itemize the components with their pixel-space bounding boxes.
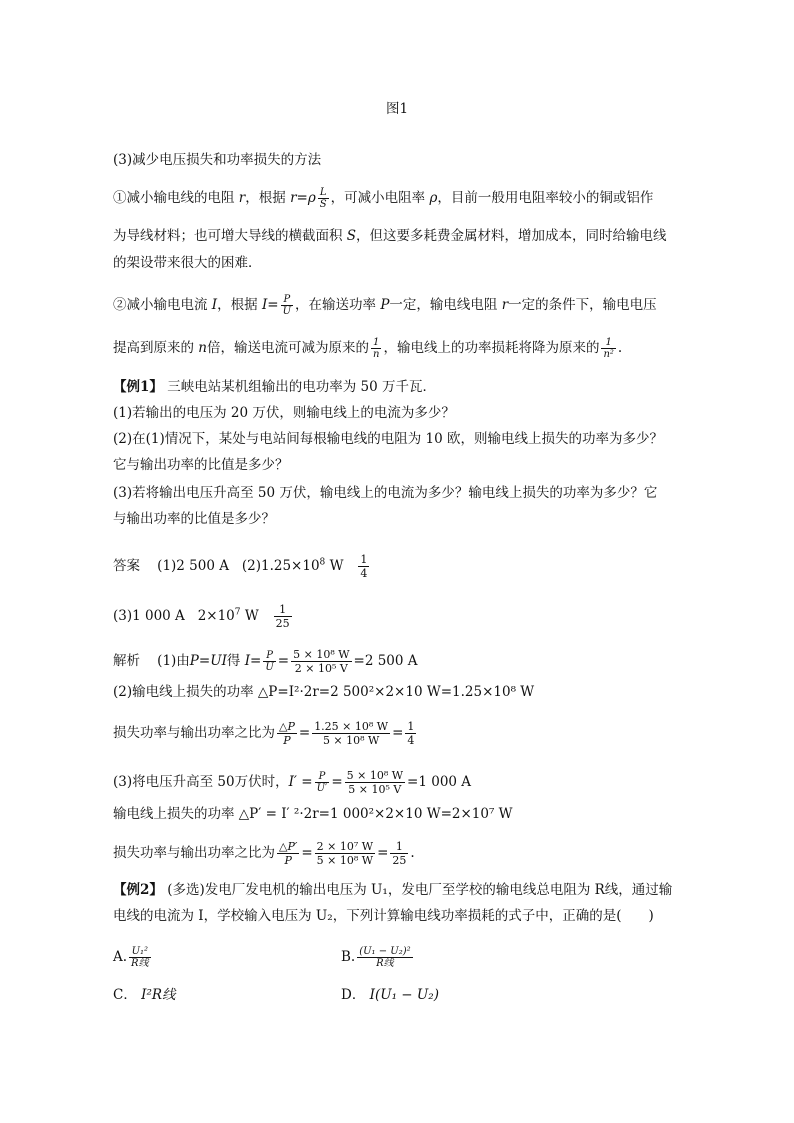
num: △P′ bbox=[279, 840, 298, 853]
example1-q3b: 与输出功率的比值是多少？ bbox=[113, 511, 275, 527]
answer-3a: (3)1 000 A bbox=[113, 608, 185, 624]
var-r: r bbox=[238, 190, 246, 206]
solution-line1 bbox=[113, 648, 418, 675]
fraction-values bbox=[312, 720, 390, 747]
var-r: r bbox=[501, 297, 509, 313]
den: 5 × 10⁸ W bbox=[322, 734, 380, 747]
num: 1.25 × 10⁸ W bbox=[314, 720, 389, 733]
den: 4 bbox=[407, 734, 415, 747]
example1-q2b: 它与输出功率的比值是多少？ bbox=[113, 457, 289, 473]
exp: 7 bbox=[234, 607, 241, 618]
option-A[interactable] bbox=[113, 946, 153, 969]
fraction-values bbox=[315, 840, 375, 867]
var-P: P bbox=[380, 297, 390, 313]
num: 1 bbox=[601, 337, 615, 349]
text: ，在输送功率 bbox=[295, 297, 377, 313]
result: =2 500 A bbox=[353, 653, 418, 669]
fraction-1-4 bbox=[358, 553, 369, 580]
fraction-P-U bbox=[281, 294, 293, 317]
eq: = bbox=[301, 845, 313, 861]
den: U bbox=[265, 662, 274, 673]
solution-line4 bbox=[113, 769, 471, 796]
fraction-1-25 bbox=[390, 840, 408, 867]
text: ，可减小电阻率 bbox=[330, 190, 426, 206]
fraction-P-U bbox=[263, 650, 275, 673]
den: P bbox=[283, 734, 291, 747]
answer-1: (1)2 500 A bbox=[157, 558, 229, 574]
den: R线 bbox=[376, 958, 394, 969]
unit: W bbox=[244, 608, 259, 624]
text: (1)由 bbox=[157, 653, 190, 669]
option-label: D． bbox=[341, 987, 366, 1003]
num: P bbox=[315, 771, 330, 783]
num: 1 bbox=[390, 840, 408, 854]
example1-q3a: (3)若将输出电压升高至 50 万伏，输电线上的电流为多少？输电线上损失的功率为多少？它 bbox=[113, 485, 658, 501]
den: n bbox=[373, 349, 380, 360]
period: . bbox=[410, 845, 415, 861]
text: 损失功率与输出功率之比为 bbox=[113, 845, 275, 861]
text: 一定，输电线电阻 bbox=[389, 297, 498, 313]
text: . bbox=[617, 340, 623, 356]
num: △P bbox=[279, 720, 295, 733]
num: 1 bbox=[274, 603, 292, 617]
text: (2)输电线上损失的功率 bbox=[113, 684, 254, 700]
example1-stem bbox=[113, 378, 436, 396]
text: ，目前一般用电阻率较小的铜或铝作 bbox=[437, 190, 654, 206]
expr: △P′ = I′ ²·2r=1 000²×2×10 W=2×10⁷ W bbox=[238, 806, 513, 822]
example2-line2: 电线的电流为 I，学校输入电压为 U₂，下列计算输电线功率损耗的式子中，正确的是( ) bbox=[113, 908, 654, 924]
den: 5 × 10⁸ W bbox=[316, 854, 374, 867]
den: 2 × 10⁵ V bbox=[294, 662, 348, 675]
option-formula: I²R线 bbox=[141, 987, 176, 1003]
text: 倍，输送电流可减为原来的 bbox=[207, 340, 369, 356]
figure-caption: 图1 bbox=[385, 101, 409, 117]
text: ，根据 bbox=[245, 190, 286, 206]
var-n: n bbox=[198, 340, 207, 356]
method1-line1 bbox=[113, 187, 653, 210]
num: P bbox=[263, 650, 275, 662]
fraction-L-S bbox=[318, 187, 329, 210]
num: P bbox=[281, 294, 293, 306]
example-tag: 【例1】 bbox=[113, 379, 163, 395]
num: (U₁ − U₂)² bbox=[359, 946, 411, 957]
example1-q1: (1)若输出的电压为 20 万伏，则输电线上的电流为多少？ bbox=[113, 405, 455, 421]
var-I-prime: I′ = bbox=[288, 774, 313, 790]
fraction-values bbox=[291, 648, 351, 675]
num: L bbox=[318, 187, 329, 199]
text: (3)将电压升高至 50万伏时， bbox=[113, 774, 289, 790]
text: 损失功率与输出功率之比为 bbox=[113, 725, 275, 741]
text: 一定的条件下，输电电压 bbox=[508, 297, 657, 313]
option-formula bbox=[129, 946, 151, 969]
fraction-1-4 bbox=[405, 720, 416, 747]
text: 输电线上损失的功率 bbox=[113, 806, 235, 822]
num: 1 bbox=[371, 337, 381, 349]
result: =1 000 A bbox=[407, 774, 472, 790]
var-I: I bbox=[211, 297, 218, 313]
method1-line2 bbox=[113, 227, 667, 245]
den: 4 bbox=[360, 567, 368, 580]
eq: P=UI bbox=[189, 653, 227, 669]
eq: = bbox=[377, 845, 389, 861]
text: 提高到原来的 bbox=[113, 340, 194, 356]
den: U bbox=[282, 306, 292, 317]
answer-line1 bbox=[113, 553, 371, 580]
option-label: A. bbox=[113, 949, 128, 965]
rho: ρ bbox=[307, 190, 316, 206]
eq: = bbox=[267, 297, 279, 313]
den: R线 bbox=[131, 958, 149, 969]
exp: 8 bbox=[319, 557, 326, 568]
solution-line6 bbox=[113, 840, 415, 867]
unit: W bbox=[329, 558, 344, 574]
eq: = bbox=[331, 774, 343, 790]
fraction-dP-P bbox=[277, 720, 297, 747]
text: ，根据 bbox=[217, 297, 258, 313]
text: 为导线材料；也可增大导线的横截面积 bbox=[113, 228, 343, 244]
solution-line3 bbox=[113, 720, 418, 747]
var-r: r bbox=[290, 190, 297, 206]
num: 1 bbox=[360, 553, 368, 566]
option-label: C． bbox=[113, 987, 137, 1003]
num: 2 × 10⁷ W bbox=[316, 840, 374, 853]
eq: = bbox=[296, 190, 308, 206]
num: 1 bbox=[407, 720, 415, 733]
solution-line2 bbox=[113, 683, 534, 701]
fraction-1-n2 bbox=[601, 337, 615, 360]
num: U₁² bbox=[129, 946, 151, 958]
option-formula: I(U₁ − U₂) bbox=[369, 987, 439, 1003]
var-S: S bbox=[346, 228, 357, 244]
num: 5 × 10⁸ W bbox=[293, 648, 350, 661]
answer-3b: 2×10 bbox=[197, 608, 235, 624]
example2-line1 bbox=[113, 881, 672, 899]
text: 得 bbox=[226, 653, 241, 669]
den: U′ bbox=[316, 783, 328, 794]
option-B[interactable] bbox=[341, 946, 415, 969]
solution-label: 解析 bbox=[113, 653, 140, 669]
section-title: (3)减少电压损失和功率损失的方法 bbox=[113, 152, 322, 168]
fraction-1-25 bbox=[274, 603, 292, 630]
den: 25 bbox=[392, 854, 407, 867]
option-formula bbox=[357, 946, 412, 969]
answer-2: (2)1.25×10 bbox=[241, 558, 320, 574]
fraction-dPprime-P bbox=[277, 840, 299, 867]
eq: = bbox=[298, 725, 311, 741]
option-label: B. bbox=[341, 949, 356, 965]
option-C[interactable] bbox=[113, 986, 176, 1004]
num: 5 × 10⁸ W bbox=[346, 769, 404, 782]
var-I: I bbox=[261, 297, 268, 313]
answer-line2 bbox=[113, 603, 294, 630]
den: n² bbox=[603, 349, 614, 360]
expr: △P=I²·2r=2 500²×2×10 W=1.25×10⁸ W bbox=[257, 684, 535, 700]
option-D[interactable] bbox=[341, 986, 439, 1004]
answer-label: 答案 bbox=[113, 558, 140, 574]
den: 5 × 10⁵ V bbox=[348, 783, 402, 796]
eq: = bbox=[277, 653, 290, 669]
eq: = bbox=[392, 725, 404, 741]
text: ，但这要多耗费金属材料，增加成本，同时给输电线 bbox=[356, 228, 667, 244]
fraction-P-Uprime bbox=[315, 771, 330, 794]
example1-q2a: (2)在(1)情况下，某处与电站间每根输电线的电阻为 10 欧，则输电线上损失的功率为多少？ bbox=[113, 431, 664, 447]
method2-line2 bbox=[113, 337, 622, 360]
den: P bbox=[284, 854, 292, 867]
var-I: I= bbox=[244, 653, 262, 669]
fraction-1-n bbox=[371, 337, 381, 360]
solution-line5 bbox=[113, 805, 513, 823]
text: 三峡电站某机组输出的电功率为 50 万千瓦． bbox=[167, 379, 436, 395]
rho: ρ bbox=[429, 190, 438, 206]
text: ①减小输电线的电阻 bbox=[113, 190, 235, 206]
text: ，输电线上的功率损耗将降为原来的 bbox=[383, 340, 600, 356]
text: ②减小输电电流 bbox=[113, 297, 208, 313]
fraction-values bbox=[345, 769, 405, 796]
den: 25 bbox=[275, 617, 290, 630]
den: S bbox=[319, 199, 327, 210]
method2-line1 bbox=[113, 294, 657, 317]
method1-line3: 的架设带来很大的困难． bbox=[113, 255, 262, 271]
example-tag: 【例2】 bbox=[113, 882, 163, 898]
text: (多选)发电厂发电机的输出电压为 U₁，发电厂至学校的输电线总电阻为 R线，通过输 bbox=[167, 882, 673, 898]
